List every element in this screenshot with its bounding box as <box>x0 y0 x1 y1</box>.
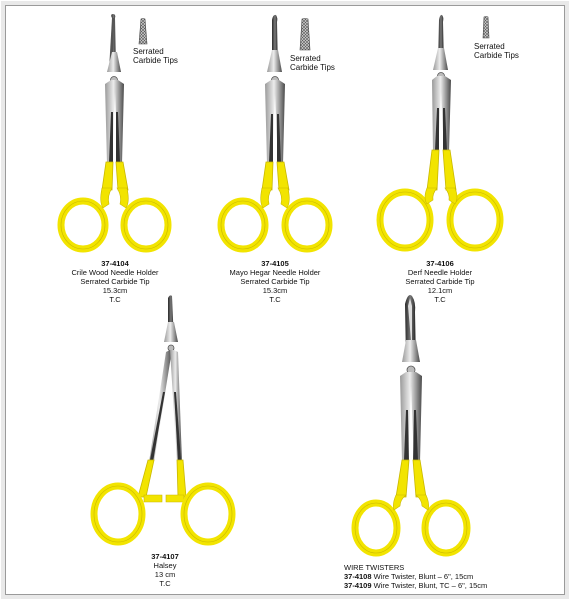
product-name: Mayo Hegar Needle Holder <box>229 268 321 277</box>
wire-twister-row <box>344 581 487 590</box>
product-finish: T.C <box>434 295 446 304</box>
product-code: 37-4108 <box>344 572 374 581</box>
product-size: 12.1cm <box>427 286 453 295</box>
product-code: 37-4106 <box>426 259 454 268</box>
product-finish: T.C <box>269 295 281 304</box>
product-size: 15.3cm <box>102 286 128 295</box>
product-code: 37-4105 <box>261 259 289 268</box>
product-desc: Wire Twister, Blunt, TC – 6", 15cm <box>373 581 488 590</box>
serrated-tip-icon <box>481 16 491 40</box>
product-name: Crile Wood Needle Holder <box>71 268 159 277</box>
wire-twister-image <box>350 292 480 560</box>
product-tip: Serrated Carbide Tip <box>405 277 475 286</box>
wire-twister-row <box>344 572 487 581</box>
wire-twisters-heading: WIRE TWISTERS <box>344 563 405 572</box>
serrated-tip-icon <box>137 18 149 46</box>
product-code: 37-4104 <box>101 259 129 268</box>
product-code: 37-4107 <box>151 552 179 561</box>
mayo-hegar-needle-holder-image <box>215 12 335 257</box>
wire-twisters-caption <box>344 563 487 590</box>
product-code: 37-4109 <box>344 581 374 590</box>
product-desc: Wire Twister, Blunt – 6", 15cm <box>373 572 474 581</box>
product-tip: Serrated Carbide Tip <box>80 277 150 286</box>
tip-label: Serrated Carbide Tips <box>474 42 519 60</box>
product-caption <box>100 552 230 588</box>
product-finish: T.C <box>109 295 121 304</box>
halsey-needle-holder-image <box>88 292 238 550</box>
tip-label: Serrated Carbide Tips <box>133 47 178 65</box>
product-name: Halsey <box>153 561 177 570</box>
product-finish: T.C <box>159 579 171 588</box>
product-size: 13 cm <box>154 570 176 579</box>
product-tip: Serrated Carbide Tip <box>240 277 310 286</box>
product-size: 15.3cm <box>262 286 288 295</box>
product-name: Derf Needle Holder <box>407 268 473 277</box>
tip-label: Serrated Carbide Tips <box>290 54 335 72</box>
serrated-tip-icon <box>298 18 312 52</box>
